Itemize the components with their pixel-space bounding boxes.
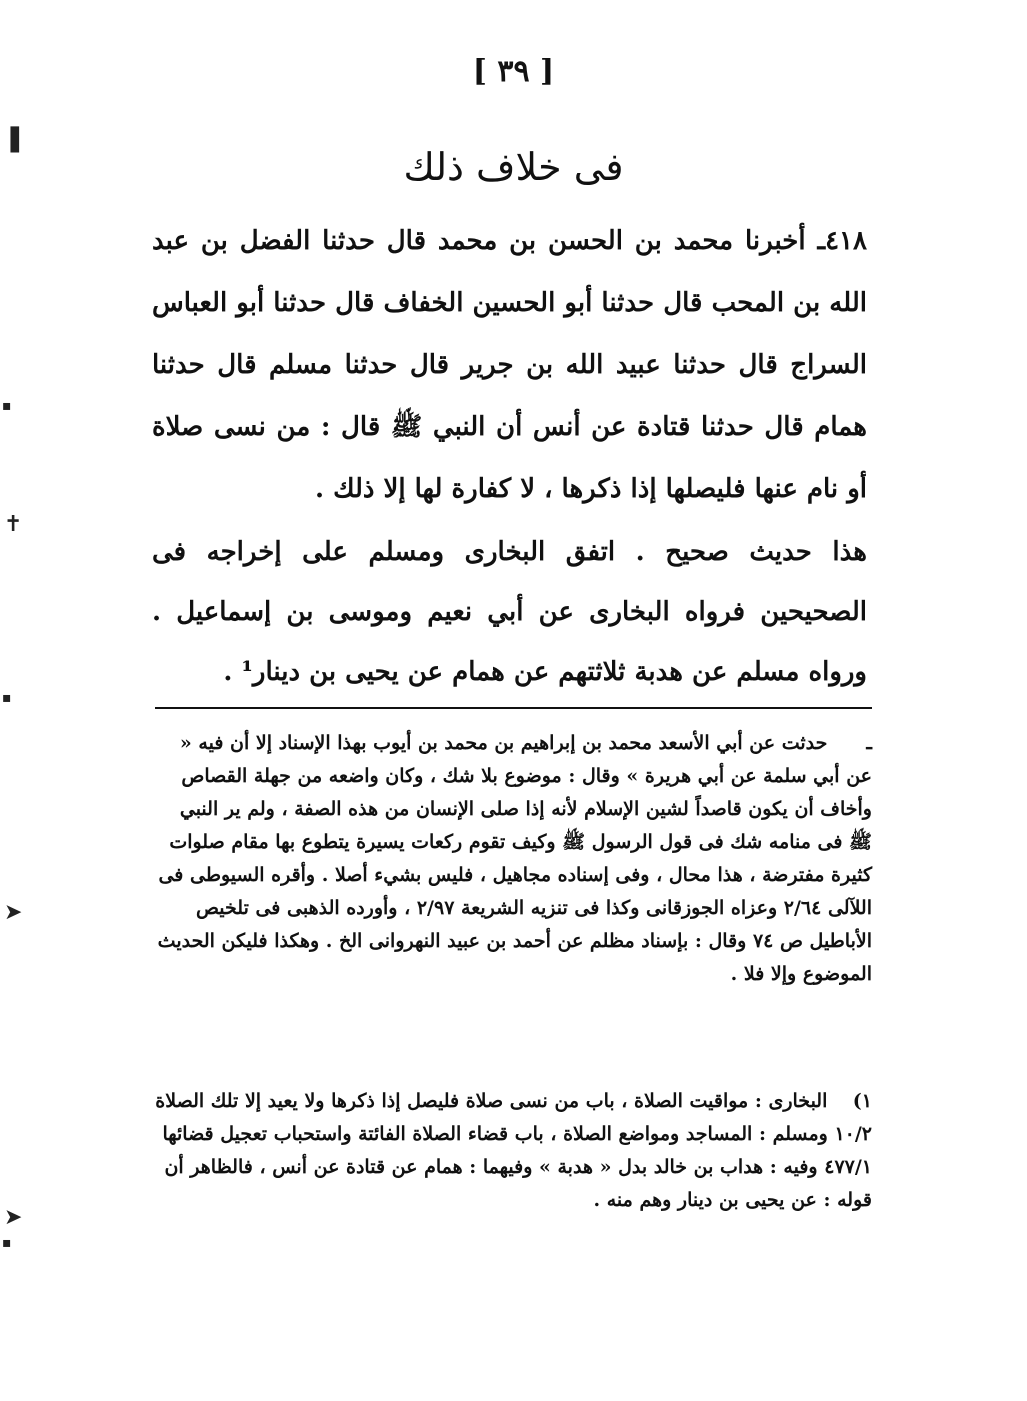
- scan-mark: ▪: [2, 398, 12, 414]
- scan-mark: ▪: [2, 1235, 12, 1251]
- footnote-marker: ـ: [866, 732, 872, 754]
- page-number: [ ٣٩ ]: [472, 54, 555, 89]
- scan-mark: ▪: [2, 690, 12, 706]
- footnote-divider: [155, 707, 872, 709]
- footnote-text: البخارى : مواقيت الصلاة ، باب من نسى صلاة فليصل إذا ذكرها ولا يعيد إلا تلك الصلاة ١٠/٢ ومسلم : المساجد ومواضع الصلاة ، باب قضاء الصلاة الفائتة واستحباب تعجيل قضائها ٤٧٧/١ وفيه : هداب بن خالد بدل « هدبة » وفيهما : همام عن قتادة عن أنس ، فالظاهر أن قوله : عن يحيى بن دينار وهم منه .: [155, 1090, 872, 1211]
- commentary-paragraph: هذا حديث صحيح . اتفق البخارى ومسلم على إخراجه فى الصحيحين فرواه البخارى عن أبي نعيم وموسى بن إسماعيل . ورواه مسلم عن هدبة ثلاثتهم عن همام عن يحيى بن دينار¹ .: [152, 537, 867, 687]
- chapter-title: فى خلاف ذلك: [403, 145, 624, 189]
- footnote-unnumbered: [154, 727, 872, 991]
- scan-mark: ➤: [4, 1205, 23, 1230]
- scan-mark: ➤: [4, 900, 23, 925]
- footnote-1: [154, 1085, 872, 1217]
- scan-mark: ✝: [4, 512, 23, 537]
- footnote-marker: ١): [852, 1090, 872, 1112]
- footnote-text: حدثت عن أبي الأسعد محمد بن إبراهيم بن محمد بن أيوب بهذا الإسناد إلا أن فيه « عن أبي سلمة عن أبي هريرة » وقال : موضوع بلا شك ، وكان واضعه من جهلة القصاص وأخاف أن يكون قاصداً لشين الإسلام لأنه إذا صلى الإنسان من هذه الصفة ، ولم ير النبي ﷺ فى منامه شك فى قول الرسول ﷺ وكيف تقوم ركعات يسيرة يتطوع بها مقام صلوات كثيرة مفترضة ، هذا محال ، وفى إسناده مجاهيل ، فليس بشيء أصلا . وأقره السيوطى فى اللآلى ٢/٦٤ وعزاه الجوزقانى وكذا فى تنزيه الشريعة ٢/٩٧ ، وأورده الذهبى فى تلخيص الأباطيل ص ٧٤ وقال : بإسناد مظلم عن أحمد بن عبيد النهروانى الخ . وهكذا فليكن الحديث الموضوع وإلا فلا .: [157, 732, 872, 985]
- scan-mark: ▐: [2, 128, 19, 153]
- hadith-paragraph: ٤١٨ـ أخبرنا محمد بن الحسن بن محمد قال حدثنا الفضل بن عبد الله بن المحب قال حدثنا أبو الحسين الخفاف قال حدثنا أبو العباس السراج قال حدثنا عبيد الله بن جرير قال حدثنا مسلم قال حدثنا همام قال حدثنا قتادة عن أنس أن النبي ﷺ قال : من نسى صلاة أو نام عنها فليصلها إذا ذكرها ، لا كفارة لها إلا ذلك .: [152, 226, 867, 504]
